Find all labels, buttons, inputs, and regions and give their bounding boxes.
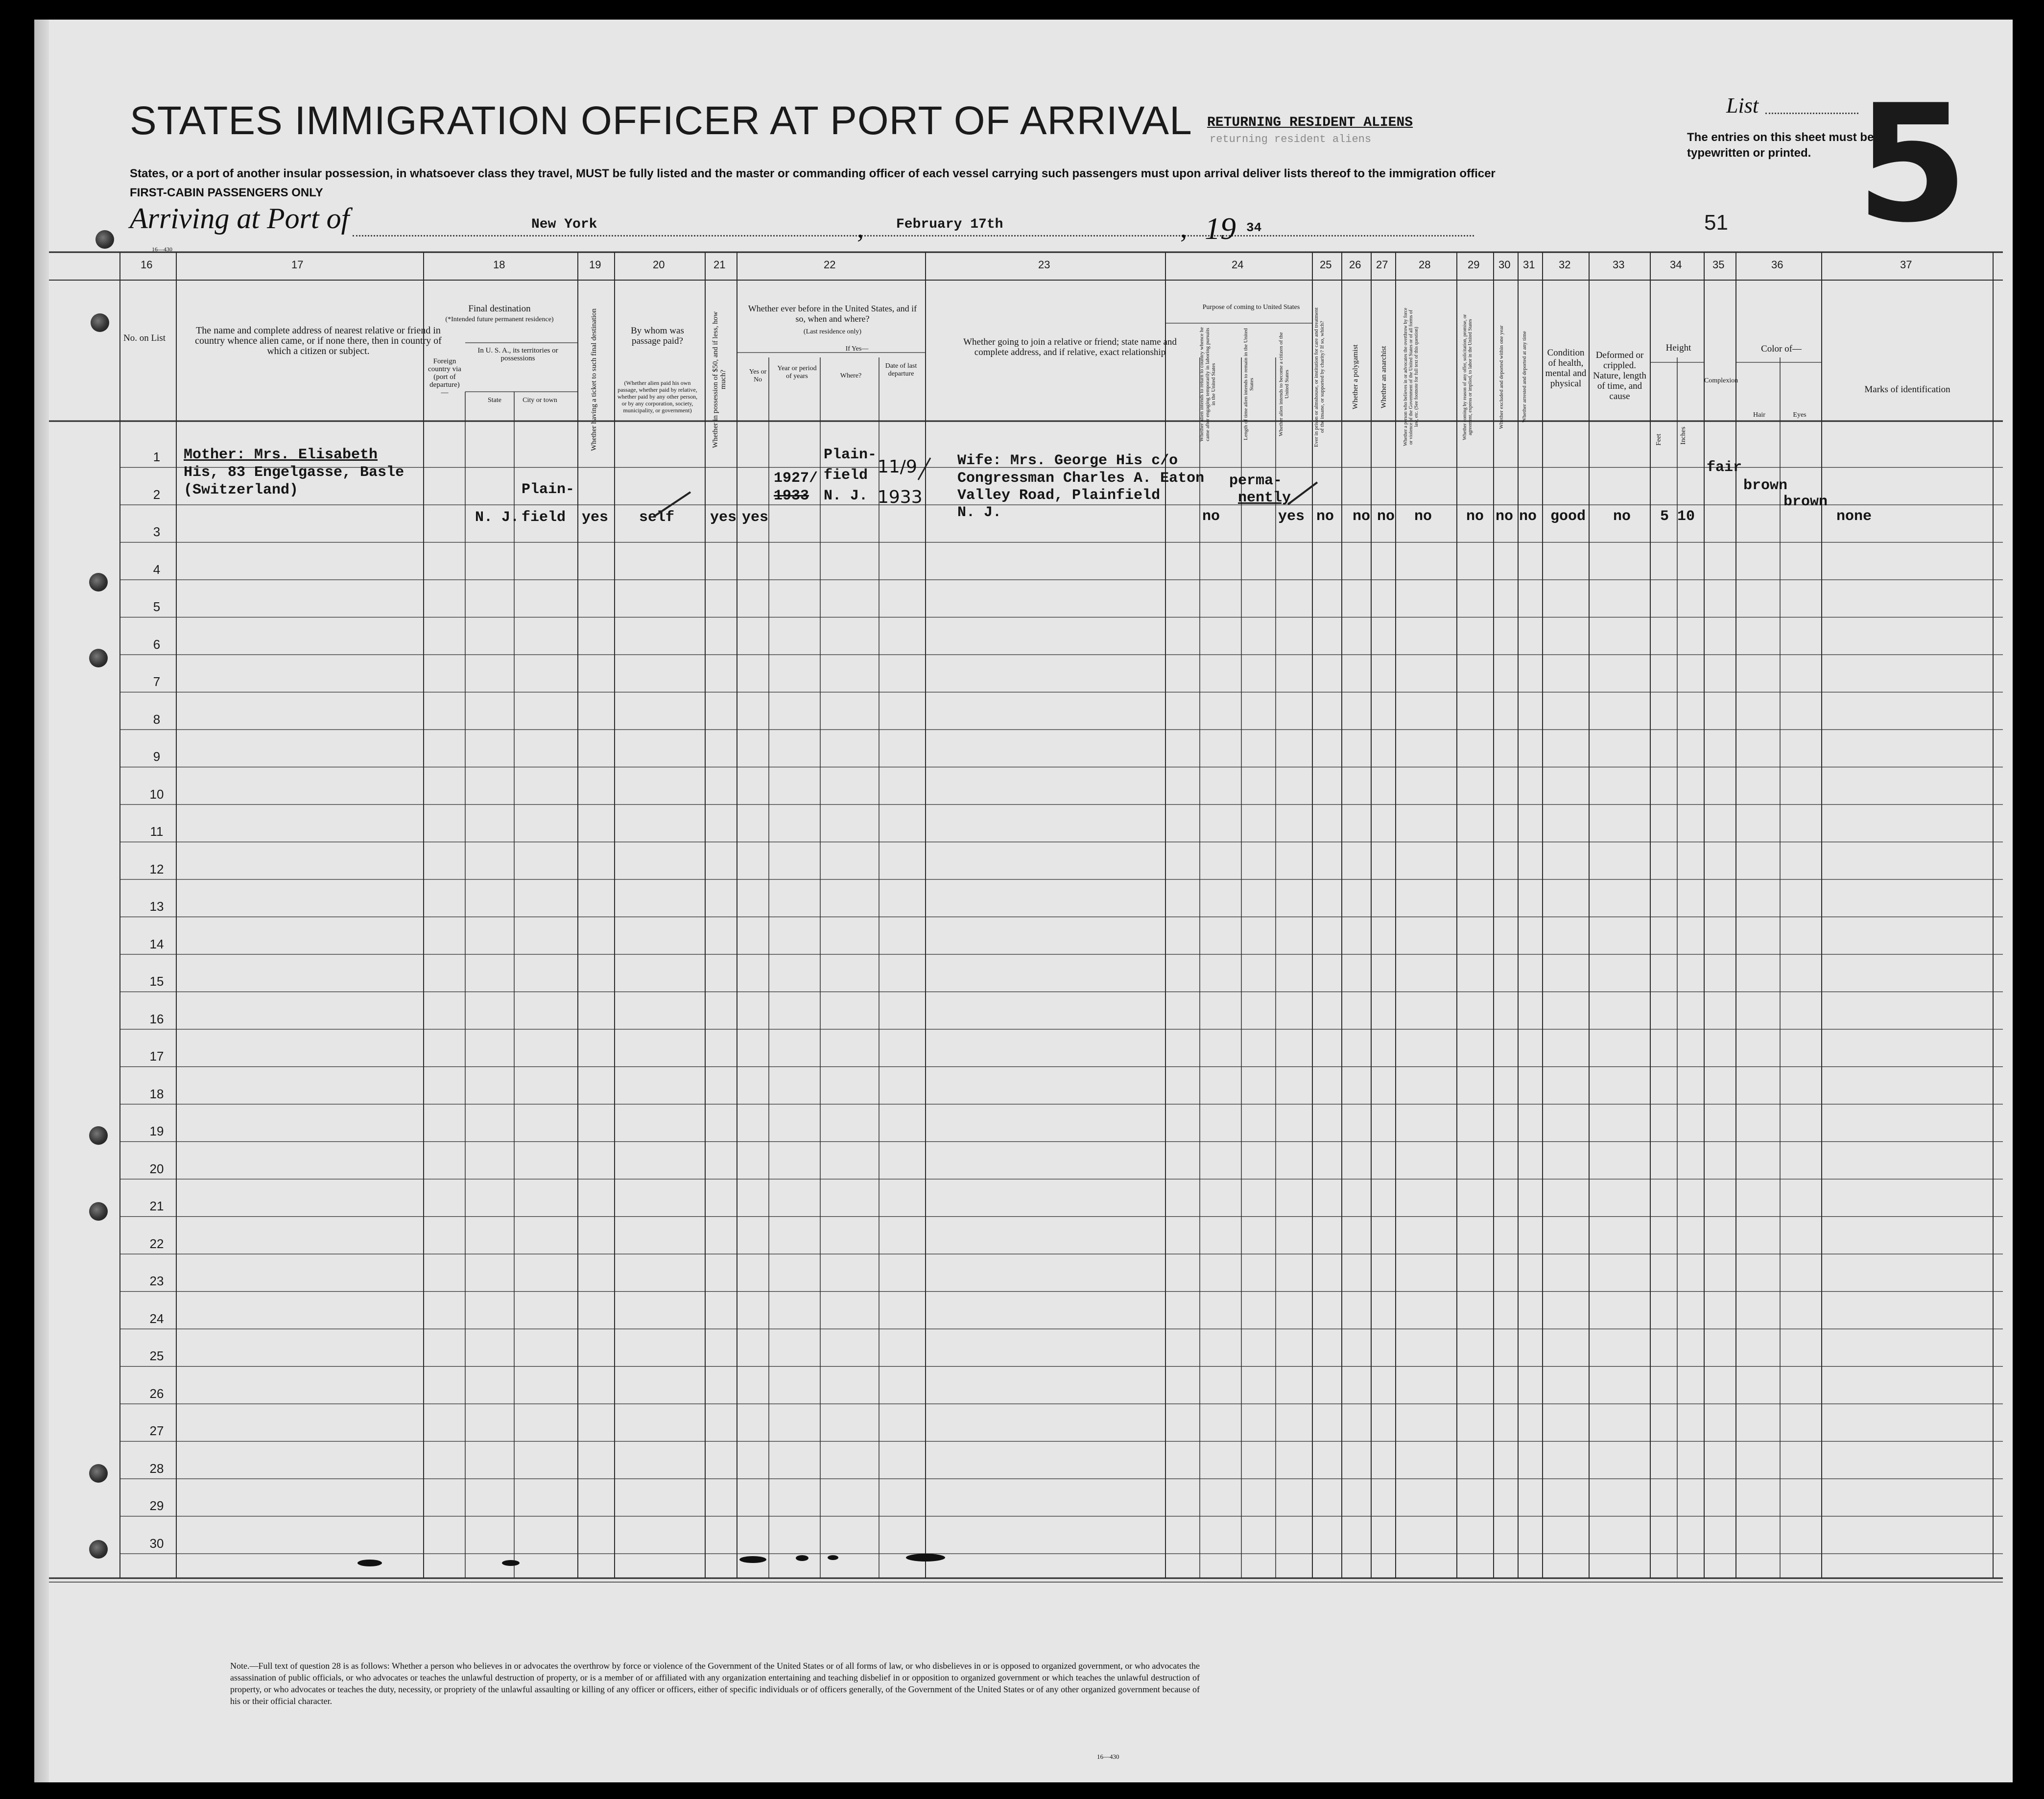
header-ticket: Whether having a ticket to such final destination [590,308,598,451]
join-line-1: Wife: Mrs. George His c/o [957,452,1178,469]
list-number: 5 [1856,70,1969,258]
column-number: 20 [653,259,665,271]
health-value: good [1550,508,1586,525]
row-number: 2 [153,487,161,502]
first-cabin-note: FIRST-CABIN PASSENGERS ONLY [130,186,323,199]
returning-resident-stamp-faint: returning resident aliens [1210,133,1372,145]
years-line-1: 1927/ [774,470,818,487]
header-inches: Inches [1680,426,1687,445]
marks-value: none [1836,508,1872,525]
header-citizen-intent: Whether alien intends to become a citizen of the United States [1278,332,1290,437]
column-number: 22 [824,259,836,271]
row-number: 21 [149,1199,164,1213]
column-number: 21 [713,259,726,271]
header-color-of: Color of— [1761,344,1802,354]
row-number: 14 [149,936,164,951]
header-final-destination-sub: (*Intended future permanent residence) [445,316,554,323]
ink-blot [357,1560,382,1566]
row-number: 28 [149,1461,164,1476]
row-number: 12 [149,861,164,876]
header-state: State [488,397,501,404]
comma-2: , [1180,213,1187,244]
header-fifty-dollars: Whether in possession of $50, and if less, how much? [712,311,727,448]
where-line-1: Plain- [824,447,877,463]
binder-hole [89,1202,108,1221]
years-line-2: 1933 [774,488,809,504]
binder-hole [89,1540,108,1559]
column-number: 36 [1771,259,1783,271]
row-number: 1 [153,450,161,464]
row-number: 17 [149,1049,164,1064]
header-ever-before: Whether ever before in the United States, and if so, when and where? [748,304,917,324]
city-line-1: Plain- [522,481,575,498]
row-number: 10 [149,786,164,802]
hand-check-marks [34,20,2013,1782]
comma-1: , [857,213,864,244]
row-number: 25 [149,1349,164,1363]
row-number: 22 [149,1236,164,1251]
row-number: 3 [153,524,161,539]
header-polygamist: Whether a polygamist [1352,344,1359,410]
header-deformed: Deformed or crippled. Nature, length of time, and cause [1593,350,1646,402]
header-city-town: City or town [523,397,557,404]
ink-blot [906,1554,945,1562]
header-purpose: Purpose of coming to United States [1202,304,1300,311]
where-line-2: field [824,467,868,484]
column-number: 37 [1900,259,1912,271]
column-number: 35 [1712,259,1725,271]
ink-blot [739,1556,766,1563]
header-nearest-relative: The name and complete address of nearest relative or friend in country whence alien came, or if none there, then in country of which a citizen or subject. [195,325,442,356]
height-feet-value: 5 [1660,508,1669,525]
header-yes-no: Yes or No [749,368,767,383]
city-line-2: field [522,509,566,526]
column-number: 23 [1038,259,1050,271]
row-number: 18 [149,1086,164,1101]
ink-blot [502,1560,520,1566]
relative-line-2: His, 83 Engelgasse, Basle [184,464,404,481]
date-departure-line-2: 1933 [878,487,923,507]
footnote: Note.—Full text of question 28 is as follows: Whether a person who believes in or advocates the overthrow by force or violence of the Government of the United States or of all forms of law, or who disbelieves in or is opposed to organized government, or who advocates the assassination of public officials, or who advocates or teaches the unlawful destruction of property, or is a member of or affiliated with any organization entertaining and teaching disbelief in or opposition to organized government or which teaches the unlawful destruction of property, or who advocates or teaches the duty, necessity, or propriety of the unlawful assaulting or killing of any officer or officers, either of specific individuals or of officers generally, of the Government of the United States or of any other organized government because of his or their official character. [230,1661,1200,1706]
header-anarchist: Whether an anarchist [1380,346,1388,408]
excluded-value: no [1496,508,1514,525]
header-where: Where? [840,372,862,379]
column-number: 34 [1670,259,1682,271]
column-number: 16 [141,259,153,271]
column-number: 31 [1523,259,1535,271]
header-excluded: Whether excluded and deported within one year [1498,325,1504,429]
list-label: List [1726,94,1759,118]
join-line-2: Congressman Charles A. Eaton [957,470,1205,487]
row-number: 24 [149,1311,164,1326]
length-line-1: perma- [1229,473,1283,489]
prison-value: no [1316,508,1334,525]
ticket-value: yes [582,509,609,526]
header-in-usa: In U. S. A., its territories or possessions [477,347,558,362]
row-number: 27 [149,1423,164,1438]
binder-hole [89,1126,108,1145]
row-number: 20 [149,1161,164,1176]
column-number: 17 [291,259,304,271]
instruction-text: States, or a port of another insular possession, in whatsoever class they travel, MUST be fully listed and the master or commanding officer of each vessel carrying such passengers must upon arrival deliver lists thereof to the immigration officer [130,167,1496,180]
column-number: 33 [1613,259,1625,271]
arriving-label: Arriving at Port of [130,202,350,235]
header-passage-paid: By whom was passage paid? [631,326,684,346]
header-marks: Marks of identification [1864,384,1950,395]
header-hair: Hair [1753,411,1765,419]
fifty-value: yes [710,509,737,526]
header-overthrow: Whether a person who believes in or advocates the overthrow by force or violence of the Government of the United States or of all forms of law, etc. (See footnote for full text of this question) [1403,308,1419,447]
relative-line-3: (Switzerland) [184,482,299,498]
length-line-2: nently [1238,490,1291,506]
date-value: February 17th [896,217,1003,232]
header-return-country: Whether alien intends to return to country whence he came after engaging temporarily in laboring pursuits in the United States [1199,327,1216,442]
row-number: 6 [153,637,161,652]
header-if-yes: If Yes— [845,345,869,353]
header-eyes: Eyes [1793,411,1806,419]
relative-line-1: Mother: Mrs. Elisabeth [184,447,378,463]
binder-hole [89,1464,108,1483]
row-number: 29 [149,1498,164,1513]
page-number: 51 [1704,211,1728,235]
join-line-3: Valley Road, Plainfield [957,487,1161,504]
header-final-destination: Final destination [468,304,531,314]
year-prefix: 19 [1205,211,1236,246]
column-number: 28 [1419,259,1431,271]
binder-hole [89,649,108,667]
column-number: 29 [1468,259,1480,271]
deported-value: no [1519,508,1537,525]
column-number: 26 [1349,259,1361,271]
column-number: 27 [1376,259,1388,271]
state-value: N. J. [475,509,520,526]
where-line-3: N. J. [824,488,868,504]
paid-by-value: self [639,509,675,526]
row-number: 7 [153,674,161,689]
header-year-period: Year or period of years [777,365,817,380]
form-code-bottom: 16—430 [1097,1753,1119,1760]
header-deported: Whether arrested and deported at any time [1521,331,1527,423]
row-number: 9 [153,749,161,764]
overthrow-value: no [1414,508,1432,525]
ever-before-value: yes [742,509,769,526]
date-departure-line-1: 11/9 [878,457,917,477]
row-number: 8 [153,711,161,727]
binder-hole [95,230,114,249]
header-complexion: Complexion [1704,377,1738,384]
column-number: 24 [1232,259,1244,271]
row-number: 26 [149,1386,164,1401]
ink-blot [828,1555,838,1560]
join-line-4: N. J. [957,504,1002,521]
deformed-value: no [1613,508,1631,525]
binder-hole [89,573,108,592]
return-country-value: no [1202,508,1220,525]
ink-blot [796,1555,808,1561]
hair-value: brown [1743,477,1788,494]
column-number: 18 [493,259,505,271]
port-value: New York [531,217,597,232]
column-number: 32 [1559,259,1571,271]
anarchist-value: no [1377,508,1395,525]
row-number: 16 [149,1011,164,1026]
typewritten-note: The entries on this sheet must be typewritten or printed. [1687,131,1874,160]
row-number: 19 [149,1124,164,1138]
returning-resident-stamp: RETURNING RESIDENT ALIENS [1207,115,1413,130]
row-number: 11 [150,824,164,839]
labor-offer-value: no [1466,508,1484,525]
citizen-value: yes [1278,508,1305,525]
header-height: Height [1665,343,1691,353]
manifest-sheet [34,20,2013,1782]
header-last-residence: (Last residence only) [803,328,862,335]
header-no-on-list: No. on List [123,333,166,343]
header-feet: Feet [1655,433,1663,446]
header-join-relative: Whether going to join a relative or friend; state name and complete address, and if relative, exact relationship [963,337,1177,357]
column-number: 30 [1498,259,1511,271]
row-number: 30 [149,1536,164,1551]
eyes-value: brown [1783,494,1828,510]
column-number: 25 [1320,259,1332,271]
header-labor-offer: Whether coming by reason of any offer, solicitation, promise, or agreement, express or implied, to labor in the United States [1462,314,1473,440]
header-health: Condition of health, mental and physical [1545,348,1587,389]
row-number: 15 [149,974,164,989]
form-code-top: 16—430 [152,246,172,253]
row-number: 5 [153,599,161,614]
row-number: 4 [153,562,161,577]
polygamist-value: no [1353,508,1371,525]
header-prison: Ever in prison or almshouse, or institution for care and treatment of the insane, or supported by charity? If so, which? [1313,307,1325,447]
year-suffix: 34 [1246,220,1262,235]
row-number: 23 [149,1274,164,1288]
header-passage-paid-sub: (Whether alien paid his own passage, whether paid by relative, whether paid by any other person, or by any corporation, society, municipality, or government) [617,379,698,414]
complexion-value: fair [1707,459,1742,476]
header-foreign-country: Foreign country via (port of departure)— [428,357,461,397]
column-number: 19 [589,259,601,271]
height-inches-value: 10 [1677,508,1695,525]
binder-hole [91,313,109,332]
header-last-departure: Date of last departure [885,362,917,378]
form-title: STATES IMMIGRATION OFFICER AT PORT OF ARRIVAL [130,98,1192,143]
row-number: 13 [149,899,164,914]
header-length-stay: Length of time alien intends to remain in the United States [1243,328,1255,441]
